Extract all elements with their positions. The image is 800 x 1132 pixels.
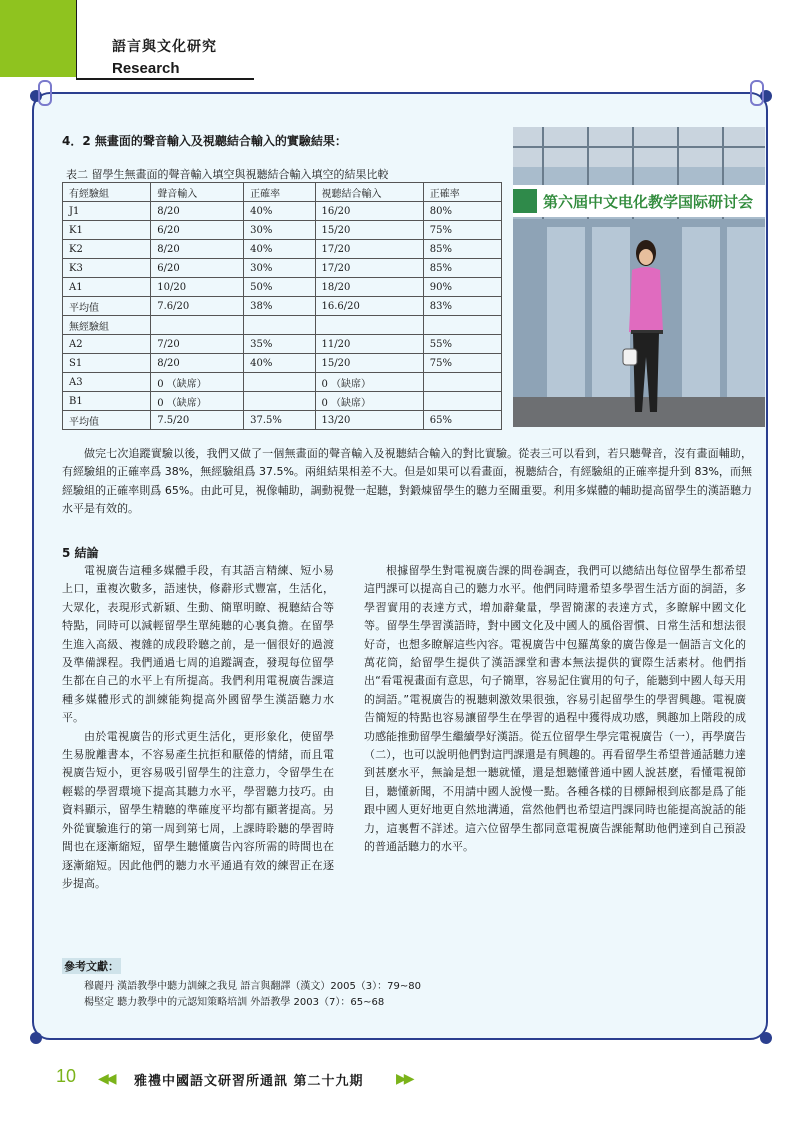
table-row [63,297,502,316]
reference-item: 穆麗丹 漢語教學中聽力訓練之我見 語言與翻譯（漢文）2005（3）：79~80 [84,981,421,992]
table-cell: 80% [423,202,501,221]
table-row [63,240,502,259]
table-cell [423,392,501,411]
body-paragraph: 電視廣告這種多媒體手段，有其語言精練、短小易上口，重複次數多，語速快，修辭形式豐富，生活化，大眾化，表現形式新穎、生動、簡單明瞭、視聽結合等特點，同時可以減輕留學生單純聽的心裏負擔。在留學生進入高級、複雜的成段聆聽之前，是一個很好的過渡及準備課程。我們通過七周的追蹤調查，發現每位留學生都在自己的水平上有所提高。我們利用電視廣告課這種多媒體形式的訓練能夠提高外國留學生漢語聽力水平。 [62,564,334,725]
table-cell: 0 （缺席） [151,392,244,411]
body-column-right [364,562,746,857]
header-green-block [0,0,76,77]
table-header-row [63,183,502,202]
body-paragraph: 做完七次追蹤實驗以後，我們又做了一個無畫面的聲音輸入及視聽結合輸入的對比實驗。從表三可以看到，若只聽聲音，沒有畫面輔助，有經驗組的正確率爲 38%，無經驗組爲 37.5%。兩組結果相差不大。但是如果可以看畫面，視聽結合，有經驗組的正確率提升到 83%，而無經驗組的正確率則爲 65%。由此可見，視像輔助，調動視覺一起聽，對鍛煉留學生的聽力至關重要。利用多媒體的輔助提高留學生的漢語聽力水平是有效的。 [62,447,752,516]
table-header-cell: 正確率 [423,183,501,202]
table-cell: 無經驗組 [63,316,151,335]
table-cell: 17/20 [315,240,423,259]
table-cell: A3 [63,373,151,392]
table-cell: K1 [63,221,151,240]
table-cell: A2 [63,335,151,354]
table-cell: 55% [423,335,501,354]
results-table [62,182,502,430]
table-cell: 35% [244,335,315,354]
table-cell: S1 [63,354,151,373]
table-row [63,278,502,297]
panel-ring-decoration [750,80,764,106]
table-cell: 平均值 [63,297,151,316]
table-cell: 90% [423,278,501,297]
table-cell: 0 （缺席） [151,373,244,392]
photo-banner-text: 第六屆中文电化教学国际研讨会 [543,193,754,211]
table-cell: 7.6/20 [151,297,244,316]
reference-item: 楊堅定 聽力教學中的元認知策略培訓 外語教學 2003（7）：65~68 [84,997,385,1008]
table-cell: 8/20 [151,240,244,259]
section-4-2-heading: 4．2 無畫面的聲音輸入及視聽結合輸入的實驗結果： [62,134,347,148]
table-cell: 17/20 [315,259,423,278]
table-cell: 65% [423,411,501,430]
table-cell [315,316,423,335]
table-cell: 13/20 [315,411,423,430]
table-cell [244,316,315,335]
table-cell: 37.5% [244,411,315,430]
table-cell: 40% [244,240,315,259]
table-cell [151,316,244,335]
conference-photo-illustration [513,127,765,427]
table-cell: 15/20 [315,354,423,373]
table-cell: 85% [423,240,501,259]
table-cell: K3 [63,259,151,278]
table-header-cell: 有經驗組 [63,183,151,202]
journal-title-cn: 語言與文化研究 [112,39,217,55]
table-cell: 75% [423,221,501,240]
table-cell: 6/20 [151,259,244,278]
table-cell: 38% [244,297,315,316]
table-header-cell: 視聽結合輸入 [315,183,423,202]
table-cell: 16.6/20 [315,297,423,316]
table-cell: 15/20 [315,221,423,240]
table-cell: 83% [423,297,501,316]
table-cell: 0 （缺席） [315,392,423,411]
table-cell: 平均值 [63,411,151,430]
table-caption: 表二 留學生無畫面的聲音輸入填空與視聽結合輸入填空的結果比較 [66,168,389,181]
table-cell [244,373,315,392]
references-heading: 參考文獻： [64,960,119,973]
table-cell: K2 [63,240,151,259]
table-row [63,335,502,354]
table-cell [244,392,315,411]
table-row [63,373,502,392]
section-5-heading: 5 結論 [62,546,99,560]
table-cell: 50% [244,278,315,297]
panel-corner-pin [30,1032,42,1044]
panel-corner-pin [760,1032,772,1044]
table-cell: 7.5/20 [151,411,244,430]
table-cell: 40% [244,354,315,373]
table-cell: 85% [423,259,501,278]
table-cell: 18/20 [315,278,423,297]
table-row [63,221,502,240]
table-row [63,202,502,221]
page-number: 10 [56,1066,77,1086]
double-arrow-left-icon: ◀◀ [98,1071,114,1087]
table-cell: 7/20 [151,335,244,354]
table-cell: 75% [423,354,501,373]
table-cell: 30% [244,259,315,278]
table-row [63,392,502,411]
table-cell: 6/20 [151,221,244,240]
table-cell: 11/20 [315,335,423,354]
panel-ring-decoration [38,80,52,106]
double-arrow-right-icon: ▶▶ [396,1071,412,1087]
table-row [63,316,502,335]
conference-photo [513,127,765,427]
table-cell: 8/20 [151,354,244,373]
table-cell: A1 [63,278,151,297]
table-cell: 16/20 [315,202,423,221]
body-paragraph: 由於電視廣告的形式更生活化，更形象化，使留學生易脫離書本，不容易產生抗拒和厭倦的情緒，而且電視廣告短小，更容易吸引留學生的注意力，令留學生在輕鬆的學習環境下提高其聽力水平，學習聽力技巧。由資料顯示，留學生精聽的準確度平均都有顯著提高。另外從實驗進行的第一周到第七周，上課時聆聽的學習時間也在逐漸縮短，留學生聽懂廣告內容所需的時間也在逐漸縮短。因此他們的聽力水平通過有效的練習正在逐步提高。 [62,729,334,890]
table-cell: 10/20 [151,278,244,297]
table-cell: J1 [63,202,151,221]
table-row [63,259,502,278]
table-cell: 0 （缺席） [315,373,423,392]
header-underline [76,78,254,80]
header-divider-vertical [76,0,77,80]
footer-title: 雅禮中國語文研習所通訊 第二十九期 [134,1074,364,1089]
journal-title-en: Research [112,60,180,77]
table-cell: 30% [244,221,315,240]
table-cell [423,316,501,335]
table-cell: 40% [244,202,315,221]
table-header-cell: 正確率 [244,183,315,202]
table-cell: B1 [63,392,151,411]
table-row [63,411,502,430]
table-cell [423,373,501,392]
table-header-cell: 聲音輸入 [151,183,244,202]
body-column-left [62,562,334,893]
table-cell: 8/20 [151,202,244,221]
body-paragraph: 根據留學生對電視廣告課的問卷調查，我們可以總結出每位留學生都希望這門課可以提高自己的聽力水平。他們同時還希望多學習生活方面的詞語，多學習實用的表達方式，增加辭彙量，學習簡潔的表達方式，多瞭解中國文化等。留學生學習漢語時，對中國文化及中國人的風俗習慣、日常生活和想法很好奇，也想多瞭解這些內容。電視廣告中包羅萬象的廣告像是一個語言文化的萬花筒，給留學生提供了漢語課堂和書本無法提供的實際生活素材。他們指出“看電視畫面有意思，句子簡單，容易記住實用的句子，能聽到中國人每天用的詞語。”電視廣告的視聽刺激效果很強，容易引起留學生的學習興趣。電視廣告簡短的特點也容易讓留學生在學習的過程中獲得成功感，興趣加上階段的成功感能推動留學生繼續學好漢語。從五位留學生學完電視廣告（一），再學廣告（二），也可以說明他們對這門課還是有興趣的。再看留學生希望普通話聽力達到甚麼水平，無論是想一聽就懂，還是想聽懂普通中國人說甚麼，看懂電視節目，聽懂新聞，不用請中國人說慢一點。各種各樣的目標歸根到底都是爲了能跟中國人更好地更自然地溝通，當然他們也希望這門課同時也能提高說話的能力，這裏暫不詳述。這六位留學生都同意電視廣告課能幫助他們達到自己預設的普通話聽力的水平。 [364,564,746,854]
table-row [63,354,502,373]
